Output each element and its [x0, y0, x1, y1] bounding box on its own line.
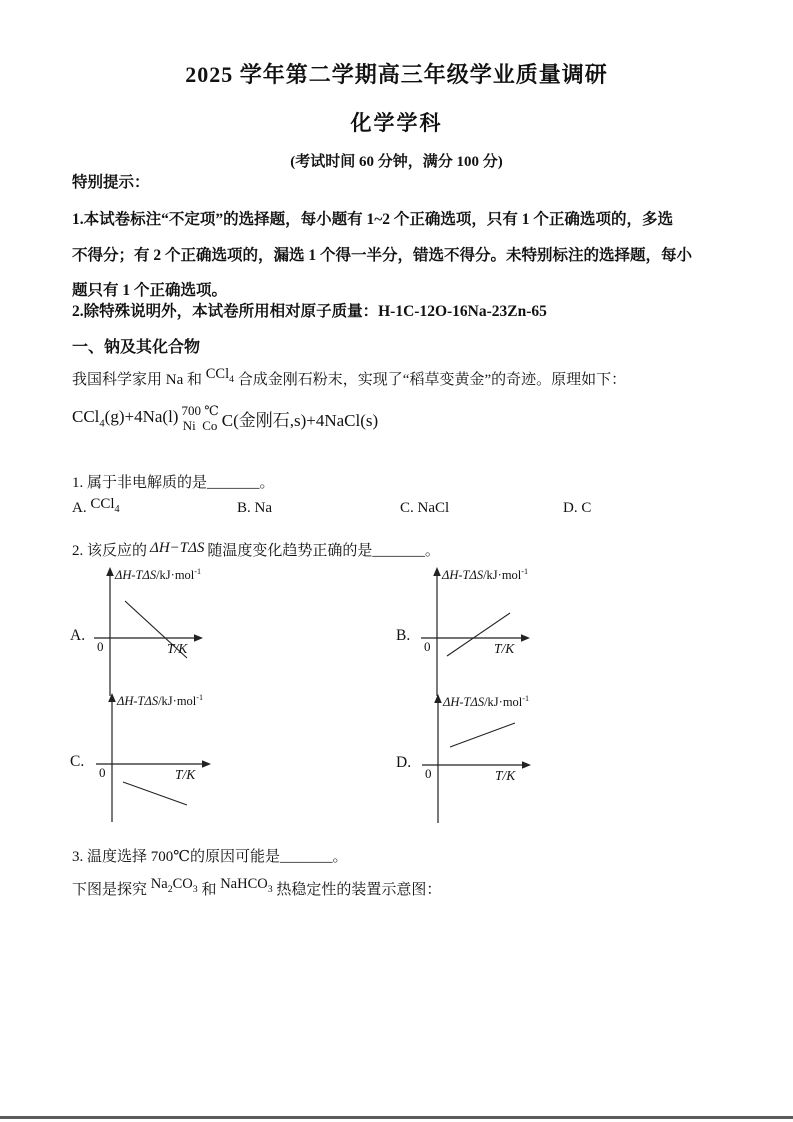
- question-1: 1. 属于非电解质的是_______。: [72, 475, 275, 491]
- graph-b-xlabel: T/K: [494, 641, 515, 656]
- exam-info: (考试时间 60 分钟，满分 100 分): [290, 154, 503, 170]
- question-2-before: 2. 该反应的: [72, 543, 148, 559]
- graph-c-plot: [80, 692, 270, 824]
- graph-a-origin-label: 0: [97, 639, 104, 654]
- section-1-heading: 一、钠及其化合物: [72, 339, 201, 356]
- equation-left: CCl$_4$(g)+4Na(l): [72, 406, 179, 430]
- intro-text-after: 合成金刚石粉末，实现了“稻草变黄金”的奇迹。原理如下：: [234, 372, 627, 388]
- graph-b-origin-label: 0: [424, 639, 431, 654]
- reaction-equation: [72, 403, 378, 433]
- graph-a-plot: [78, 566, 268, 698]
- graph-b-plot: [405, 566, 595, 698]
- apparatus-text-after: 热稳定性的装置示意图：: [272, 882, 442, 898]
- apparatus-intro: [72, 878, 732, 901]
- option-c: C. NaCl: [400, 500, 450, 516]
- ccl4-formula: CCl$_4$: [205, 366, 235, 385]
- graph-option-c: [80, 692, 270, 824]
- notice-rule-2: 2.除特殊说明外，本试卷所用相对原子质量：H-1C-12O-16Na-23Zn-65: [72, 303, 547, 320]
- graph-option-a: [78, 566, 268, 698]
- intro-paragraph: [72, 368, 732, 391]
- apparatus-text-before: 下图是探究: [72, 882, 151, 898]
- notice-rule-1-line-3: 题只有 1 个正确选项。: [72, 282, 228, 299]
- graph-a-letter: A.: [70, 627, 86, 644]
- page-title: 2025 学年第二学期高三年级学业质量调研: [185, 62, 608, 87]
- graph-a-xlabel: T/K: [167, 641, 188, 656]
- graph-d-xlabel: T/K: [495, 768, 516, 783]
- equation-right: C(金刚石,s)+4NaCl(s): [221, 410, 379, 430]
- nahco3-formula: NaHCO$_3$: [220, 876, 273, 895]
- intro-text-before: 我国科学家用 Na 和: [72, 372, 206, 388]
- question-2-math: ΔH−TΔS: [150, 540, 205, 556]
- question-2: [72, 539, 440, 560]
- option-a-formula: CCl$_4$: [90, 496, 120, 515]
- graph-option-b: [405, 566, 595, 698]
- notice-heading: 特别提示：: [72, 174, 150, 191]
- graph-option-d: [406, 693, 596, 825]
- graph-c-xlabel: T/K: [175, 767, 196, 782]
- graph-d-ylabel: ΔH-TΔS/kJ·mol$^{-1}$: [443, 694, 530, 710]
- question-3: 3. 温度选择 700℃的原因可能是_______。: [72, 849, 348, 865]
- graph-d-letter: D.: [396, 754, 412, 771]
- graph-d-plot: [406, 693, 596, 825]
- graph-c-letter: C.: [70, 753, 85, 770]
- graph-c-origin-label: 0: [99, 765, 106, 780]
- question-1-options: [72, 496, 732, 526]
- notice-rule-1-line-1: 1.本试卷标注“不定项”的选择题，每小题有 1~2 个正确选项，只有 1 个正确选项的，多选: [72, 211, 673, 228]
- option-a: A. CCl$_4$: [72, 496, 120, 516]
- option-d: D. C: [563, 500, 592, 516]
- page-bottom-border: [0, 1116, 793, 1119]
- equation-conditions: [181, 403, 218, 433]
- notice-rule-1-line-2: 不得分；有 2 个正确选项的，漏选 1 个得一半分，错选不得分。未特别标注的选择题，每小: [72, 246, 693, 264]
- option-b: B. Na: [237, 500, 272, 516]
- apparatus-text-mid: 和: [197, 882, 221, 898]
- subject-title: 化学学科: [350, 111, 443, 135]
- graph-a-ylabel: ΔH-TΔS/kJ·mol$^{-1}$: [115, 567, 202, 583]
- na2co3-formula: $Na_2CO_3$: [150, 876, 198, 895]
- notice-rule-1: [72, 202, 732, 309]
- graph-b-ylabel: ΔH-TΔS/kJ·mol$^{-1}$: [442, 567, 529, 583]
- graph-d-origin-label: 0: [425, 766, 432, 781]
- graph-b-letter: B.: [396, 627, 411, 644]
- question-2-after: 随温度变化趋势正确的是_______。: [207, 543, 440, 559]
- equation-temperature: 700 ℃: [181, 403, 219, 418]
- graph-c-ylabel: ΔH-TΔS/kJ·mol$^{-1}$: [117, 693, 204, 709]
- equation-catalyst: Ni Co: [182, 418, 218, 433]
